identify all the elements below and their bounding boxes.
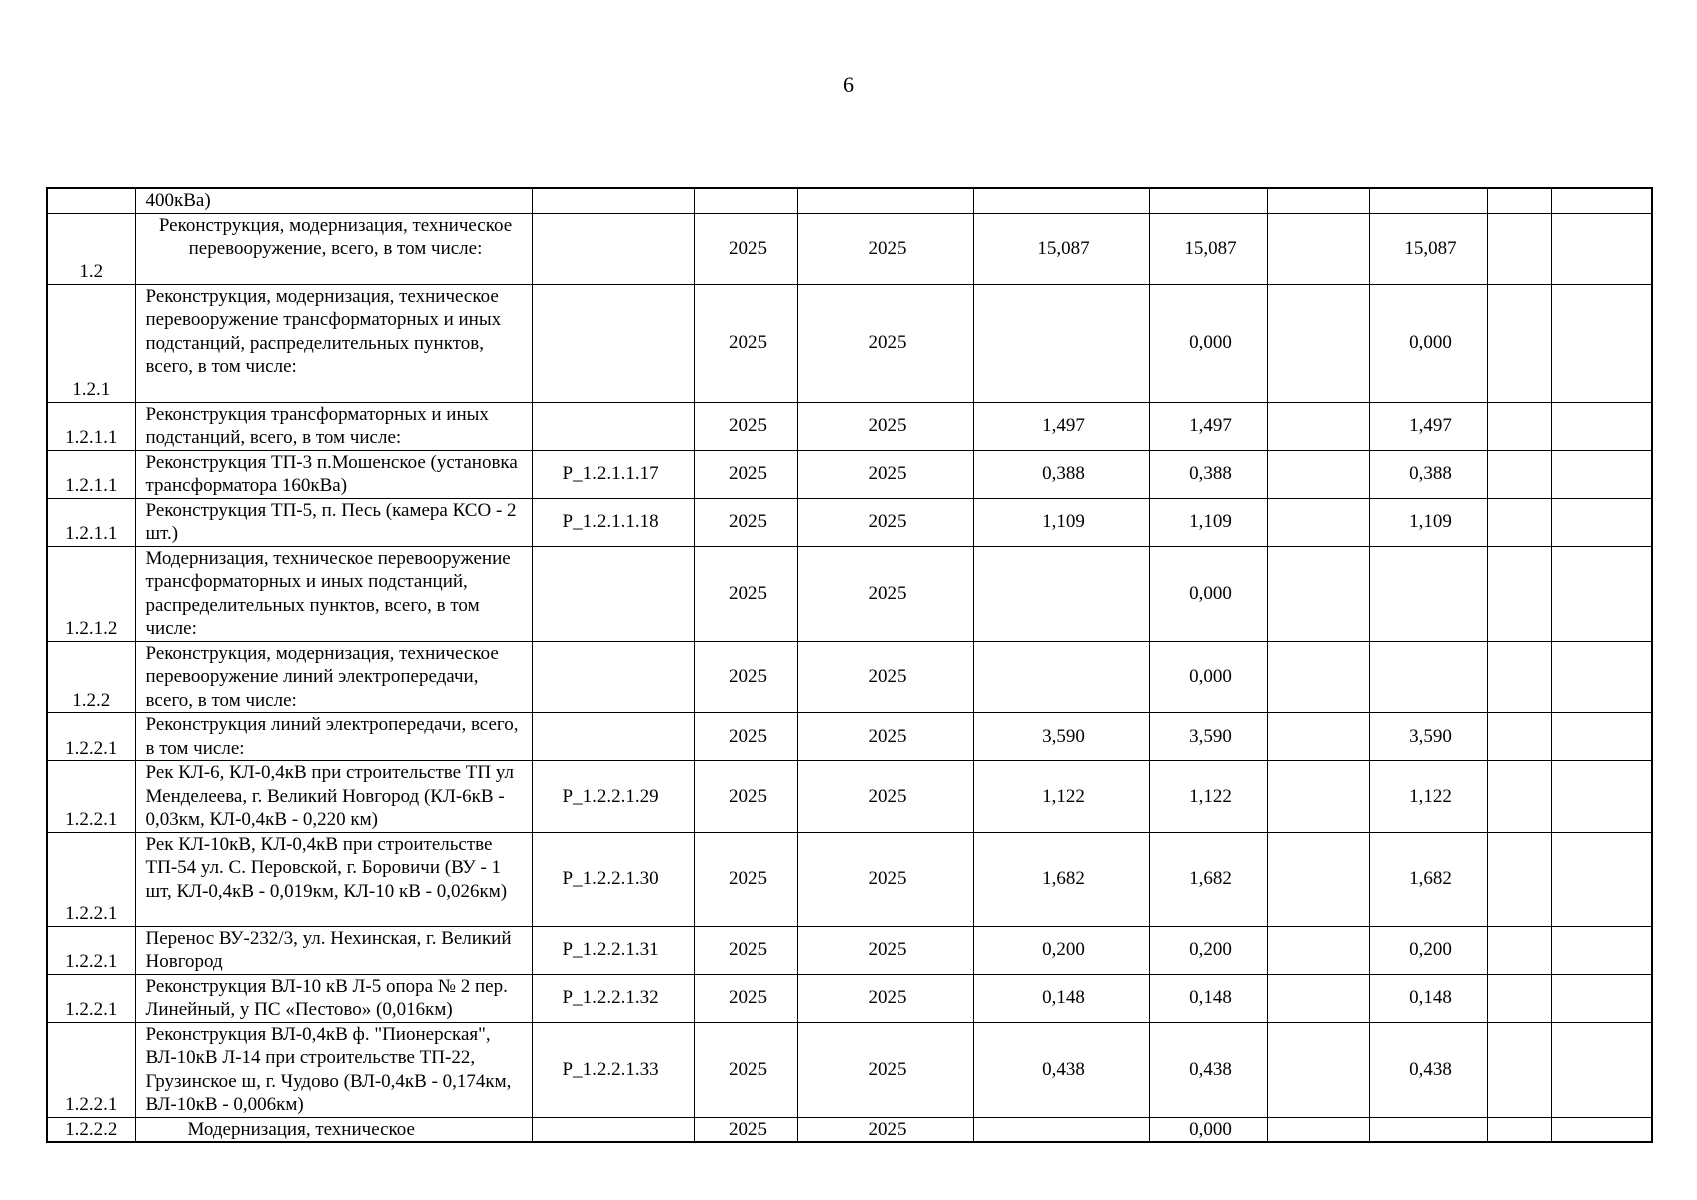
value-cell <box>1267 974 1369 1022</box>
start-year: 2025 <box>694 641 797 713</box>
row-name: Реконструкция ТП-5, п. Песь (камера КСО - 2 шт.) <box>135 498 532 546</box>
value-cell <box>1487 641 1551 713</box>
value-cell: 0,148 <box>1149 974 1267 1022</box>
value-cell: 1,109 <box>1149 498 1267 546</box>
value-cell: 15,087 <box>1369 213 1487 284</box>
value-cell: 0,388 <box>1149 450 1267 498</box>
row-name: Рек КЛ-10кВ, КЛ-0,4кВ при строительстве ТП-54 ул. С. Перовской, г. Боровичи (ВУ - 1 шт, КЛ-0,4кВ - 0,019км, КЛ-10 кВ - 0,026км) <box>135 832 532 926</box>
value-cell <box>1369 641 1487 713</box>
row-name: Перенос ВУ-232/3, ул. Нехинская, г. Великий Новгород <box>135 926 532 974</box>
value-cell <box>1267 450 1369 498</box>
value-cell <box>1551 974 1652 1022</box>
row-code: Р_1.2.2.1.30 <box>532 832 694 926</box>
end-year <box>797 188 973 213</box>
end-year: 2025 <box>797 1022 973 1117</box>
row-code <box>532 284 694 402</box>
start-year: 2025 <box>694 213 797 284</box>
row-number: 1.2.2.1 <box>47 974 135 1022</box>
value-cell <box>1551 188 1652 213</box>
row-number: 1.2.2.1 <box>47 1022 135 1117</box>
table-row <box>47 498 1652 546</box>
value-cell <box>1267 546 1369 641</box>
row-code <box>532 713 694 761</box>
value-cell: 1,682 <box>973 832 1149 926</box>
table-row <box>47 832 1652 926</box>
start-year: 2025 <box>694 546 797 641</box>
table-row <box>47 1022 1652 1117</box>
table-row <box>47 188 1652 213</box>
value-cell <box>973 1117 1149 1142</box>
row-name: Реконструкция ВЛ-10 кВ Л-5 опора № 2 пер. Линейный, у ПС «Пестово» (0,016км) <box>135 974 532 1022</box>
row-name: 400кВа) <box>135 188 532 213</box>
row-name: Реконструкция трансформаторных и иных подстанций, всего, в том числе: <box>135 402 532 450</box>
value-cell <box>1487 213 1551 284</box>
value-cell <box>1267 1022 1369 1117</box>
end-year: 2025 <box>797 546 973 641</box>
value-cell: 0,388 <box>973 450 1149 498</box>
end-year: 2025 <box>797 213 973 284</box>
value-cell <box>1369 188 1487 213</box>
row-number: 1.2.1.1 <box>47 498 135 546</box>
value-cell: 15,087 <box>973 213 1149 284</box>
value-cell <box>1149 188 1267 213</box>
value-cell <box>1551 402 1652 450</box>
value-cell <box>1267 402 1369 450</box>
value-cell <box>1369 546 1487 641</box>
end-year: 2025 <box>797 713 973 761</box>
row-number: 1.2.1.1 <box>47 402 135 450</box>
value-cell <box>1267 761 1369 833</box>
start-year: 2025 <box>694 974 797 1022</box>
value-cell <box>973 641 1149 713</box>
value-cell <box>1369 1117 1487 1142</box>
value-cell: 0,438 <box>1369 1022 1487 1117</box>
table-row <box>47 974 1652 1022</box>
row-code <box>532 641 694 713</box>
start-year: 2025 <box>694 926 797 974</box>
table-row <box>47 926 1652 974</box>
value-cell <box>1551 713 1652 761</box>
value-cell <box>1551 641 1652 713</box>
value-cell: 0,388 <box>1369 450 1487 498</box>
value-cell: 1,122 <box>1149 761 1267 833</box>
end-year: 2025 <box>797 926 973 974</box>
value-cell <box>1551 926 1652 974</box>
value-cell <box>1487 546 1551 641</box>
value-cell <box>1551 284 1652 402</box>
row-number: 1.2 <box>47 213 135 284</box>
end-year: 2025 <box>797 498 973 546</box>
value-cell <box>1487 713 1551 761</box>
row-code <box>532 546 694 641</box>
value-cell: 0,148 <box>973 974 1149 1022</box>
row-code: Р_1.2.2.1.29 <box>532 761 694 833</box>
value-cell: 1,122 <box>1369 761 1487 833</box>
value-cell: 3,590 <box>973 713 1149 761</box>
value-cell <box>1267 926 1369 974</box>
row-number: 1.2.2.1 <box>47 832 135 926</box>
value-cell: 0,148 <box>1369 974 1487 1022</box>
value-cell <box>1551 832 1652 926</box>
table-row <box>47 213 1652 284</box>
row-name: Реконструкция, модернизация, техническое перевооружение трансформаторных и иных подстанций, распределительных пунктов, всего, в том числе: <box>135 284 532 402</box>
row-code <box>532 188 694 213</box>
value-cell <box>1487 832 1551 926</box>
end-year: 2025 <box>797 284 973 402</box>
start-year: 2025 <box>694 713 797 761</box>
end-year: 2025 <box>797 832 973 926</box>
value-cell: 0,200 <box>1149 926 1267 974</box>
value-cell: 0,000 <box>1149 284 1267 402</box>
row-number: 1.2.2.1 <box>47 761 135 833</box>
value-cell <box>1267 213 1369 284</box>
value-cell: 0,200 <box>1369 926 1487 974</box>
value-cell: 3,590 <box>1149 713 1267 761</box>
value-cell <box>1487 761 1551 833</box>
row-code: Р_1.2.2.1.32 <box>532 974 694 1022</box>
value-cell <box>1267 1117 1369 1142</box>
table-row <box>47 713 1652 761</box>
value-cell: 0,000 <box>1149 641 1267 713</box>
table-row <box>47 1117 1652 1142</box>
row-name: Реконструкция ТП-3 п.Мошенское (установка трансформатора 160кВа) <box>135 450 532 498</box>
row-number: 1.2.1.2 <box>47 546 135 641</box>
row-number <box>47 188 135 213</box>
end-year: 2025 <box>797 402 973 450</box>
row-name: Модернизация, техническое перевооружение трансформаторных и иных подстанций, распределительных пунктов, всего, в том числе: <box>135 546 532 641</box>
value-cell <box>1487 188 1551 213</box>
table-row <box>47 402 1652 450</box>
value-cell: 0,200 <box>973 926 1149 974</box>
row-code: Р_1.2.1.1.18 <box>532 498 694 546</box>
value-cell: 0,000 <box>1149 546 1267 641</box>
row-code <box>532 213 694 284</box>
value-cell <box>1487 1022 1551 1117</box>
value-cell <box>1267 498 1369 546</box>
value-cell: 1,497 <box>973 402 1149 450</box>
value-cell: 1,122 <box>973 761 1149 833</box>
row-code <box>532 402 694 450</box>
value-cell: 0,000 <box>1369 284 1487 402</box>
row-number: 1.2.2 <box>47 641 135 713</box>
value-cell <box>1487 974 1551 1022</box>
row-code: Р_1.2.2.1.31 <box>532 926 694 974</box>
value-cell: 1,497 <box>1149 402 1267 450</box>
value-cell <box>1267 832 1369 926</box>
value-cell: 1,497 <box>1369 402 1487 450</box>
row-number: 1.2.2.2 <box>47 1117 135 1142</box>
value-cell: 1,682 <box>1369 832 1487 926</box>
value-cell: 0,000 <box>1149 1117 1267 1142</box>
value-cell <box>973 284 1149 402</box>
row-number: 1.2.2.1 <box>47 926 135 974</box>
value-cell <box>1487 402 1551 450</box>
end-year: 2025 <box>797 641 973 713</box>
row-name: Реконструкция ВЛ-0,4кВ ф. "Пионерская", ВЛ-10кВ Л-14 при строительстве ТП-22, Грузинское ш, г. Чудово (ВЛ-0,4кВ - 0,174км, ВЛ-10кВ - 0,006км) <box>135 1022 532 1117</box>
start-year: 2025 <box>694 1117 797 1142</box>
row-number: 1.2.1 <box>47 284 135 402</box>
row-name: Реконструкция линий электропередачи, всего, в том числе: <box>135 713 532 761</box>
start-year: 2025 <box>694 832 797 926</box>
value-cell <box>973 188 1149 213</box>
row-code: Р_1.2.1.1.17 <box>532 450 694 498</box>
value-cell: 3,590 <box>1369 713 1487 761</box>
end-year: 2025 <box>797 450 973 498</box>
value-cell <box>1551 1117 1652 1142</box>
value-cell <box>1487 1117 1551 1142</box>
end-year: 2025 <box>797 761 973 833</box>
value-cell <box>973 546 1149 641</box>
value-cell <box>1551 546 1652 641</box>
value-cell <box>1487 284 1551 402</box>
value-cell <box>1487 498 1551 546</box>
value-cell <box>1551 498 1652 546</box>
value-cell: 0,438 <box>973 1022 1149 1117</box>
row-code <box>532 1117 694 1142</box>
row-name: Реконструкция, модернизация, техническое перевооружение, всего, в том числе: <box>135 213 532 284</box>
row-name: Рек КЛ-6, КЛ-0,4кВ при строительстве ТП ул Менделеева, г. Великий Новгород (КЛ-6кВ - 0,03км, КЛ-0,4кВ - 0,220 км) <box>135 761 532 833</box>
row-number: 1.2.2.1 <box>47 713 135 761</box>
value-cell <box>1551 1022 1652 1117</box>
row-name: Реконструкция, модернизация, техническое перевооружение линий электропередачи, всего, в том числе: <box>135 641 532 713</box>
table-row <box>47 450 1652 498</box>
page-number: 6 <box>843 72 854 97</box>
value-cell <box>1551 450 1652 498</box>
row-name: Модернизация, техническое <box>135 1117 532 1142</box>
start-year: 2025 <box>694 450 797 498</box>
start-year: 2025 <box>694 498 797 546</box>
value-cell: 0,438 <box>1149 1022 1267 1117</box>
row-code: Р_1.2.2.1.33 <box>532 1022 694 1117</box>
value-cell: 15,087 <box>1149 213 1267 284</box>
start-year: 2025 <box>694 1022 797 1117</box>
end-year: 2025 <box>797 1117 973 1142</box>
start-year: 2025 <box>694 284 797 402</box>
value-cell <box>1487 450 1551 498</box>
value-cell: 1,109 <box>973 498 1149 546</box>
value-cell <box>1267 188 1369 213</box>
row-number: 1.2.1.1 <box>47 450 135 498</box>
end-year: 2025 <box>797 974 973 1022</box>
value-cell <box>1267 713 1369 761</box>
value-cell <box>1267 641 1369 713</box>
value-cell <box>1551 213 1652 284</box>
table-row <box>47 546 1652 641</box>
table-row <box>47 641 1652 713</box>
start-year: 2025 <box>694 402 797 450</box>
value-cell <box>1551 761 1652 833</box>
investment-program-table <box>46 187 1653 1143</box>
value-cell: 1,109 <box>1369 498 1487 546</box>
start-year: 2025 <box>694 761 797 833</box>
value-cell <box>1487 926 1551 974</box>
value-cell <box>1267 284 1369 402</box>
table-row <box>47 761 1652 833</box>
table-row <box>47 284 1652 402</box>
start-year <box>694 188 797 213</box>
value-cell: 1,682 <box>1149 832 1267 926</box>
